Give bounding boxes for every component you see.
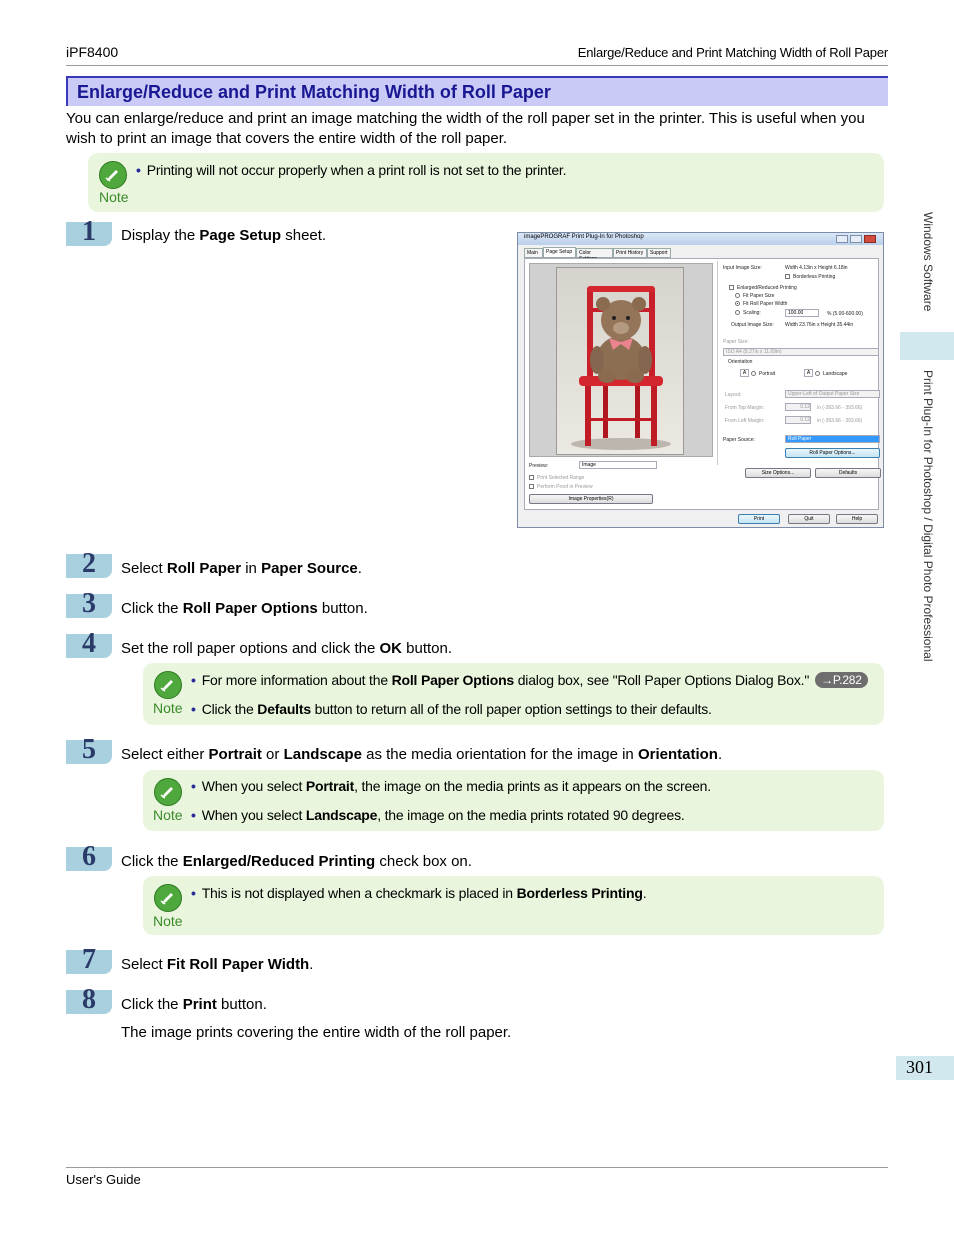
tab-print-history: Print History <box>613 248 647 258</box>
note-box-step-5 <box>143 770 884 831</box>
step-number-4: 4 <box>66 634 112 658</box>
step-3-text: Click the Roll Paper Options button. <box>121 600 368 617</box>
note-label: Note <box>153 700 183 716</box>
minimize-icon <box>836 235 848 243</box>
preview-area <box>529 263 713 457</box>
note-item: • When you select Portrait, the image on the media prints as it appears on the screen. <box>191 778 711 794</box>
portrait-label: Portrait <box>759 371 776 377</box>
output-size-value: Width 23.76in x Height 35.44in <box>785 322 854 328</box>
portrait-icon: A <box>740 369 749 377</box>
borderless-label: Borderless Printing <box>793 274 836 280</box>
top-margin-field: 0.12 <box>785 403 811 411</box>
note-pencil-icon <box>154 884 182 912</box>
enlarged-label: Enlarged/Reduced Printing <box>737 285 797 291</box>
tab-support: Support <box>647 248 671 258</box>
step-8-text: Click the Print button. <box>121 996 267 1013</box>
section-title-bar <box>66 76 888 106</box>
step-number-6: 6 <box>66 847 112 871</box>
step-1-text: Display the Page Setup sheet. <box>121 227 327 244</box>
help-button: Help <box>836 514 878 524</box>
footer-divider <box>66 1167 888 1168</box>
section-title: Enlarge/Reduce and Print Matching Width of Roll Paper <box>77 82 551 102</box>
paper-size-label: Paper Size: <box>723 339 749 345</box>
step-number-5: 5 <box>66 740 112 764</box>
note-pencil-icon <box>99 161 127 189</box>
landscape-radio <box>815 371 820 376</box>
left-margin-label: From Left Margin: <box>725 418 765 424</box>
step-number-8: 8 <box>66 990 112 1014</box>
note-label: Note <box>153 807 183 823</box>
print-button: Print <box>738 514 780 524</box>
dialog-titlebar <box>518 233 883 245</box>
quit-button: Quit <box>788 514 830 524</box>
proof-preview-label: Perform Proof in Preview <box>537 484 593 490</box>
preview-label: Preview: <box>529 463 549 469</box>
paper-source-select: Roll Paper <box>785 435 880 443</box>
input-size-label: Input Image Size: <box>723 265 762 271</box>
left-margin-range: in (-393.66 - 393.66) <box>817 418 863 424</box>
size-options-button: Size Options... <box>745 468 811 478</box>
roll-paper-options-button: Roll Paper Options... <box>785 448 880 458</box>
top-margin-label: From Top Margin: <box>725 405 765 411</box>
dialog-title: imagePROGRAF Print Plug-In for Photoshop <box>524 234 644 240</box>
portrait-radio <box>751 371 756 376</box>
output-size-label: Output Image Size: <box>731 322 774 328</box>
paper-source-label: Paper Source: <box>723 437 755 443</box>
preview-select: Image <box>579 461 657 469</box>
scaling-range: % (5.00-600.00) <box>827 311 863 317</box>
side-nav-section: Print Plug-In for Photoshop / Digital Photo Professional <box>921 370 935 662</box>
intro-paragraph: You can enlarge/reduce and print an image matching the width of the roll paper set in the printer. This is useful when you wish to print an image that covers the entire width of the roll paper. <box>66 110 865 147</box>
fit-roll-radio <box>735 301 740 306</box>
note-item: • When you select Landscape, the image on the media prints rotated 90 degrees. <box>191 807 685 823</box>
footer-text: User's Guide <box>66 1172 141 1187</box>
step-number-3: 3 <box>66 594 112 618</box>
note-item: • Printing will not occur properly when a print roll is not set to the printer. <box>136 162 567 178</box>
page-setup-panel <box>524 258 879 510</box>
note-item: • This is not displayed when a checkmark is placed in Borderless Printing. <box>191 885 647 901</box>
layout-select: Upper-Left of Output Paper Size <box>785 390 880 398</box>
enlarged-checkbox <box>729 285 734 290</box>
note-pencil-icon <box>154 671 182 699</box>
borderless-checkbox <box>785 274 790 279</box>
scaling-label: Scaling: <box>743 310 761 316</box>
tab-main: Main <box>524 248 543 258</box>
step-6-text: Click the Enlarged/Reduced Printing check box on. <box>121 853 472 870</box>
step-4-text: Set the roll paper options and click the OK button. <box>121 640 453 657</box>
page-number-tab <box>896 1056 954 1080</box>
print-selected-checkbox <box>529 475 534 480</box>
step-8-result: The image prints covering the entire width of the roll paper. <box>121 1024 512 1041</box>
input-size-value: Width 4.13in x Height 6.18in <box>785 265 848 271</box>
step-number-1: 1 <box>66 222 112 246</box>
header-product: iPF8400 <box>66 44 119 60</box>
close-icon <box>864 235 876 243</box>
scaling-field: 100.00 <box>785 309 819 317</box>
teddy-bear-photo <box>556 267 684 455</box>
note-label: Note <box>153 913 183 929</box>
note-box-step-6 <box>143 876 884 935</box>
landscape-icon: A <box>804 369 813 377</box>
paper-size-select: ISO A4 (8.27in x 11.69in) <box>723 348 879 356</box>
page-reference-link[interactable]: →P.282 <box>815 672 868 688</box>
step-number-2: 2 <box>66 554 112 578</box>
scaling-radio <box>735 310 740 315</box>
page-number: 301 <box>906 1057 933 1077</box>
panel-divider <box>717 261 718 465</box>
step-5-text: Select either Portrait or Landscape as the media orientation for the image in Orientation. <box>121 746 723 763</box>
defaults-button: Defaults <box>815 468 881 478</box>
fit-roll-label: Fit Roll Paper Width <box>743 301 788 307</box>
fit-paper-label: Fit Paper Size <box>743 293 775 299</box>
header-divider <box>66 65 888 66</box>
layout-label: Layout: <box>725 392 742 398</box>
left-margin-field: 0.12 <box>785 416 811 424</box>
page-setup-screenshot <box>517 232 884 528</box>
side-nav-marker <box>900 332 954 360</box>
note-box-step-4 <box>143 663 884 725</box>
side-nav-chapter: Windows Software <box>921 212 935 312</box>
tab-color-settings: Color <box>576 248 613 258</box>
note-pencil-icon <box>154 778 182 806</box>
note-label: Note <box>99 189 129 205</box>
step-7-text: Select Fit Roll Paper Width. <box>121 956 314 973</box>
note-item: • For more information about the Roll Paper Options dialog box, see "Roll Paper Options Dialog Box." →P.282 <box>191 672 868 688</box>
step-number-7: 7 <box>66 950 112 974</box>
landscape-label: Landscape <box>823 371 848 377</box>
note-box-general <box>88 153 884 212</box>
image-properties-button: Image Properties(R) <box>529 494 653 504</box>
tab-page-setup: Page Setup <box>543 247 576 258</box>
fit-paper-radio <box>735 293 740 298</box>
step-2-text: Select Roll Paper in Paper Source. <box>121 560 362 577</box>
top-margin-range: in (-393.66 - 393.66) <box>817 405 863 411</box>
maximize-icon <box>850 235 862 243</box>
header-section-title: Enlarge/Reduce and Print Matching Width of Roll Paper <box>577 45 888 60</box>
note-item: • Click the Defaults button to return all of the roll paper option settings to their defaults. <box>191 701 712 717</box>
print-selected-label: Print Selected Range <box>537 475 585 481</box>
proof-preview-checkbox <box>529 484 534 489</box>
orientation-label: Orientation <box>728 359 753 365</box>
